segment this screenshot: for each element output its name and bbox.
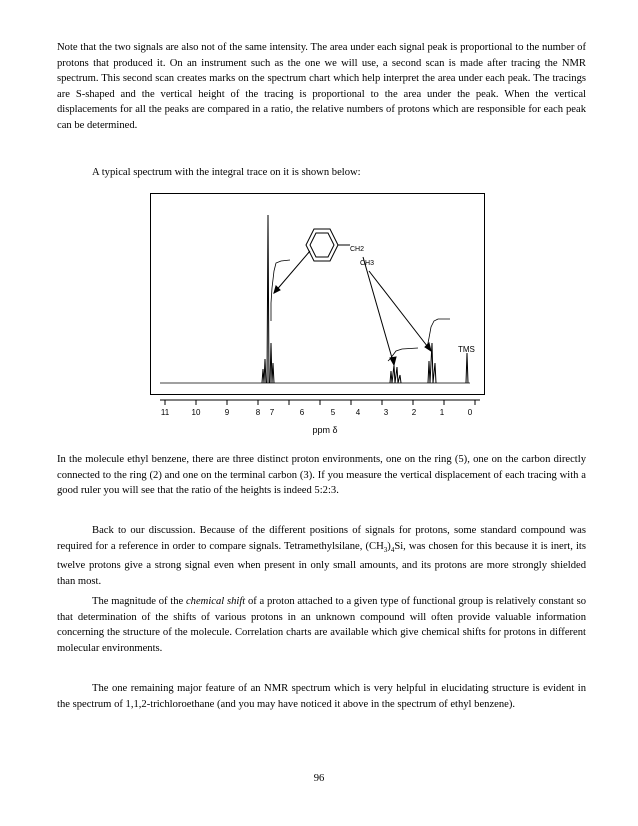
tms-label: TMS [458, 345, 475, 354]
tick-label: 4 [355, 408, 361, 417]
paragraph-ethylbenzene: In the molecule ethyl benzene, there are three distinct proton environments, one on the ring (5), one on the carbon directly connected to the ring (2) and one on the terminal carbon (3). If you measure the vertical displacement of each tracing with a good ruler you will see that the ratio of the heights is indeed 5:2:3. [57, 454, 586, 497]
tick-label: 8 [255, 408, 261, 417]
integral-trace-ch3 [427, 319, 450, 348]
ch3-label: CH3 [360, 260, 375, 267]
ethylbenzene-structure [306, 229, 350, 261]
subscript: 4 [390, 545, 395, 554]
chemical-shift-term: chemical shift [185, 596, 246, 607]
paragraph-integration-intro: Note that the two signals are also not of the same intensity. The area under each signal peak is proportional to the number of protons that produced it. On an instrument such as the one we will use, a second scan is made after tracing the NMR spectrum. This second scan creates marks on the spectrum chart which help interpret the area under each peak. The tracings are S-shaped and the vertical height of the tracing is proportional to the area under the peak. When the vertical displacements for all the peaks are compared in a ratio, the relative numbers of protons which are responsible for each peak can be determined. [57, 42, 586, 131]
ch2-peaks [390, 365, 401, 383]
tick-label: 7 [269, 408, 275, 417]
tick-label: 11 [160, 408, 170, 417]
x-axis-label: ppm δ [312, 425, 338, 435]
tick-label: 1 [439, 408, 445, 417]
tick-label: 5 [330, 408, 336, 417]
tick-label: 3 [383, 408, 389, 417]
page-number: 96 [313, 773, 325, 784]
tick-label: 2 [411, 408, 417, 417]
tick-label: 6 [299, 408, 305, 417]
tick-label: 0 [467, 408, 473, 417]
shift-text-part: The magnitude of the [92, 596, 186, 607]
subscript: 3 [383, 545, 388, 554]
tick-label: 10 [191, 408, 201, 417]
tms-peak [466, 353, 468, 383]
nmr-spectrum-figure [150, 193, 486, 440]
paragraph-tms [57, 523, 586, 589]
aromatic-peaks [262, 215, 274, 383]
tms-text-part: Back to our discussion. Because of the different positions of signals for protons, some standard compound was required for a reference in order to compare signals. Tetramethylsilane, (CH [57, 525, 586, 552]
tick-label: 9 [224, 408, 230, 417]
tms-text-part: Si, was chosen for this because it is inert, its twelve protons give a strong signal even when present in only small amounts, and its protons are more strongly shielded than most. [57, 540, 586, 587]
paragraph-final: The one remaining major feature of an NMR spectrum which is very helpful in elucidating structure is evident in the spectrum of 1,1,2-trichloroethane (and you may have noticed it above in the spectrum of ethyl benzene). [57, 683, 586, 710]
tms-text-part: ) [387, 540, 391, 552]
shift-text-part: of a proton attached to a given type of functional group is relatively constant so that determination of the shifts of various protons in an unknown compound will often provide valuable information concerning the structure of the molecule. Correlation charts are available which give chemical shifts for protons in different molecular environments. [57, 596, 586, 654]
axis-ticks [165, 400, 475, 405]
paragraph-spectrum-intro: A typical spectrum with the integral trace on it is shown below: [92, 167, 361, 178]
assignment-arrows [274, 251, 431, 365]
integral-trace-aromatic [271, 260, 290, 321]
paragraph-chemical-shift [57, 594, 586, 656]
nmr-spectrum-svg [150, 193, 486, 440]
ch2-label: CH2 [350, 246, 365, 253]
